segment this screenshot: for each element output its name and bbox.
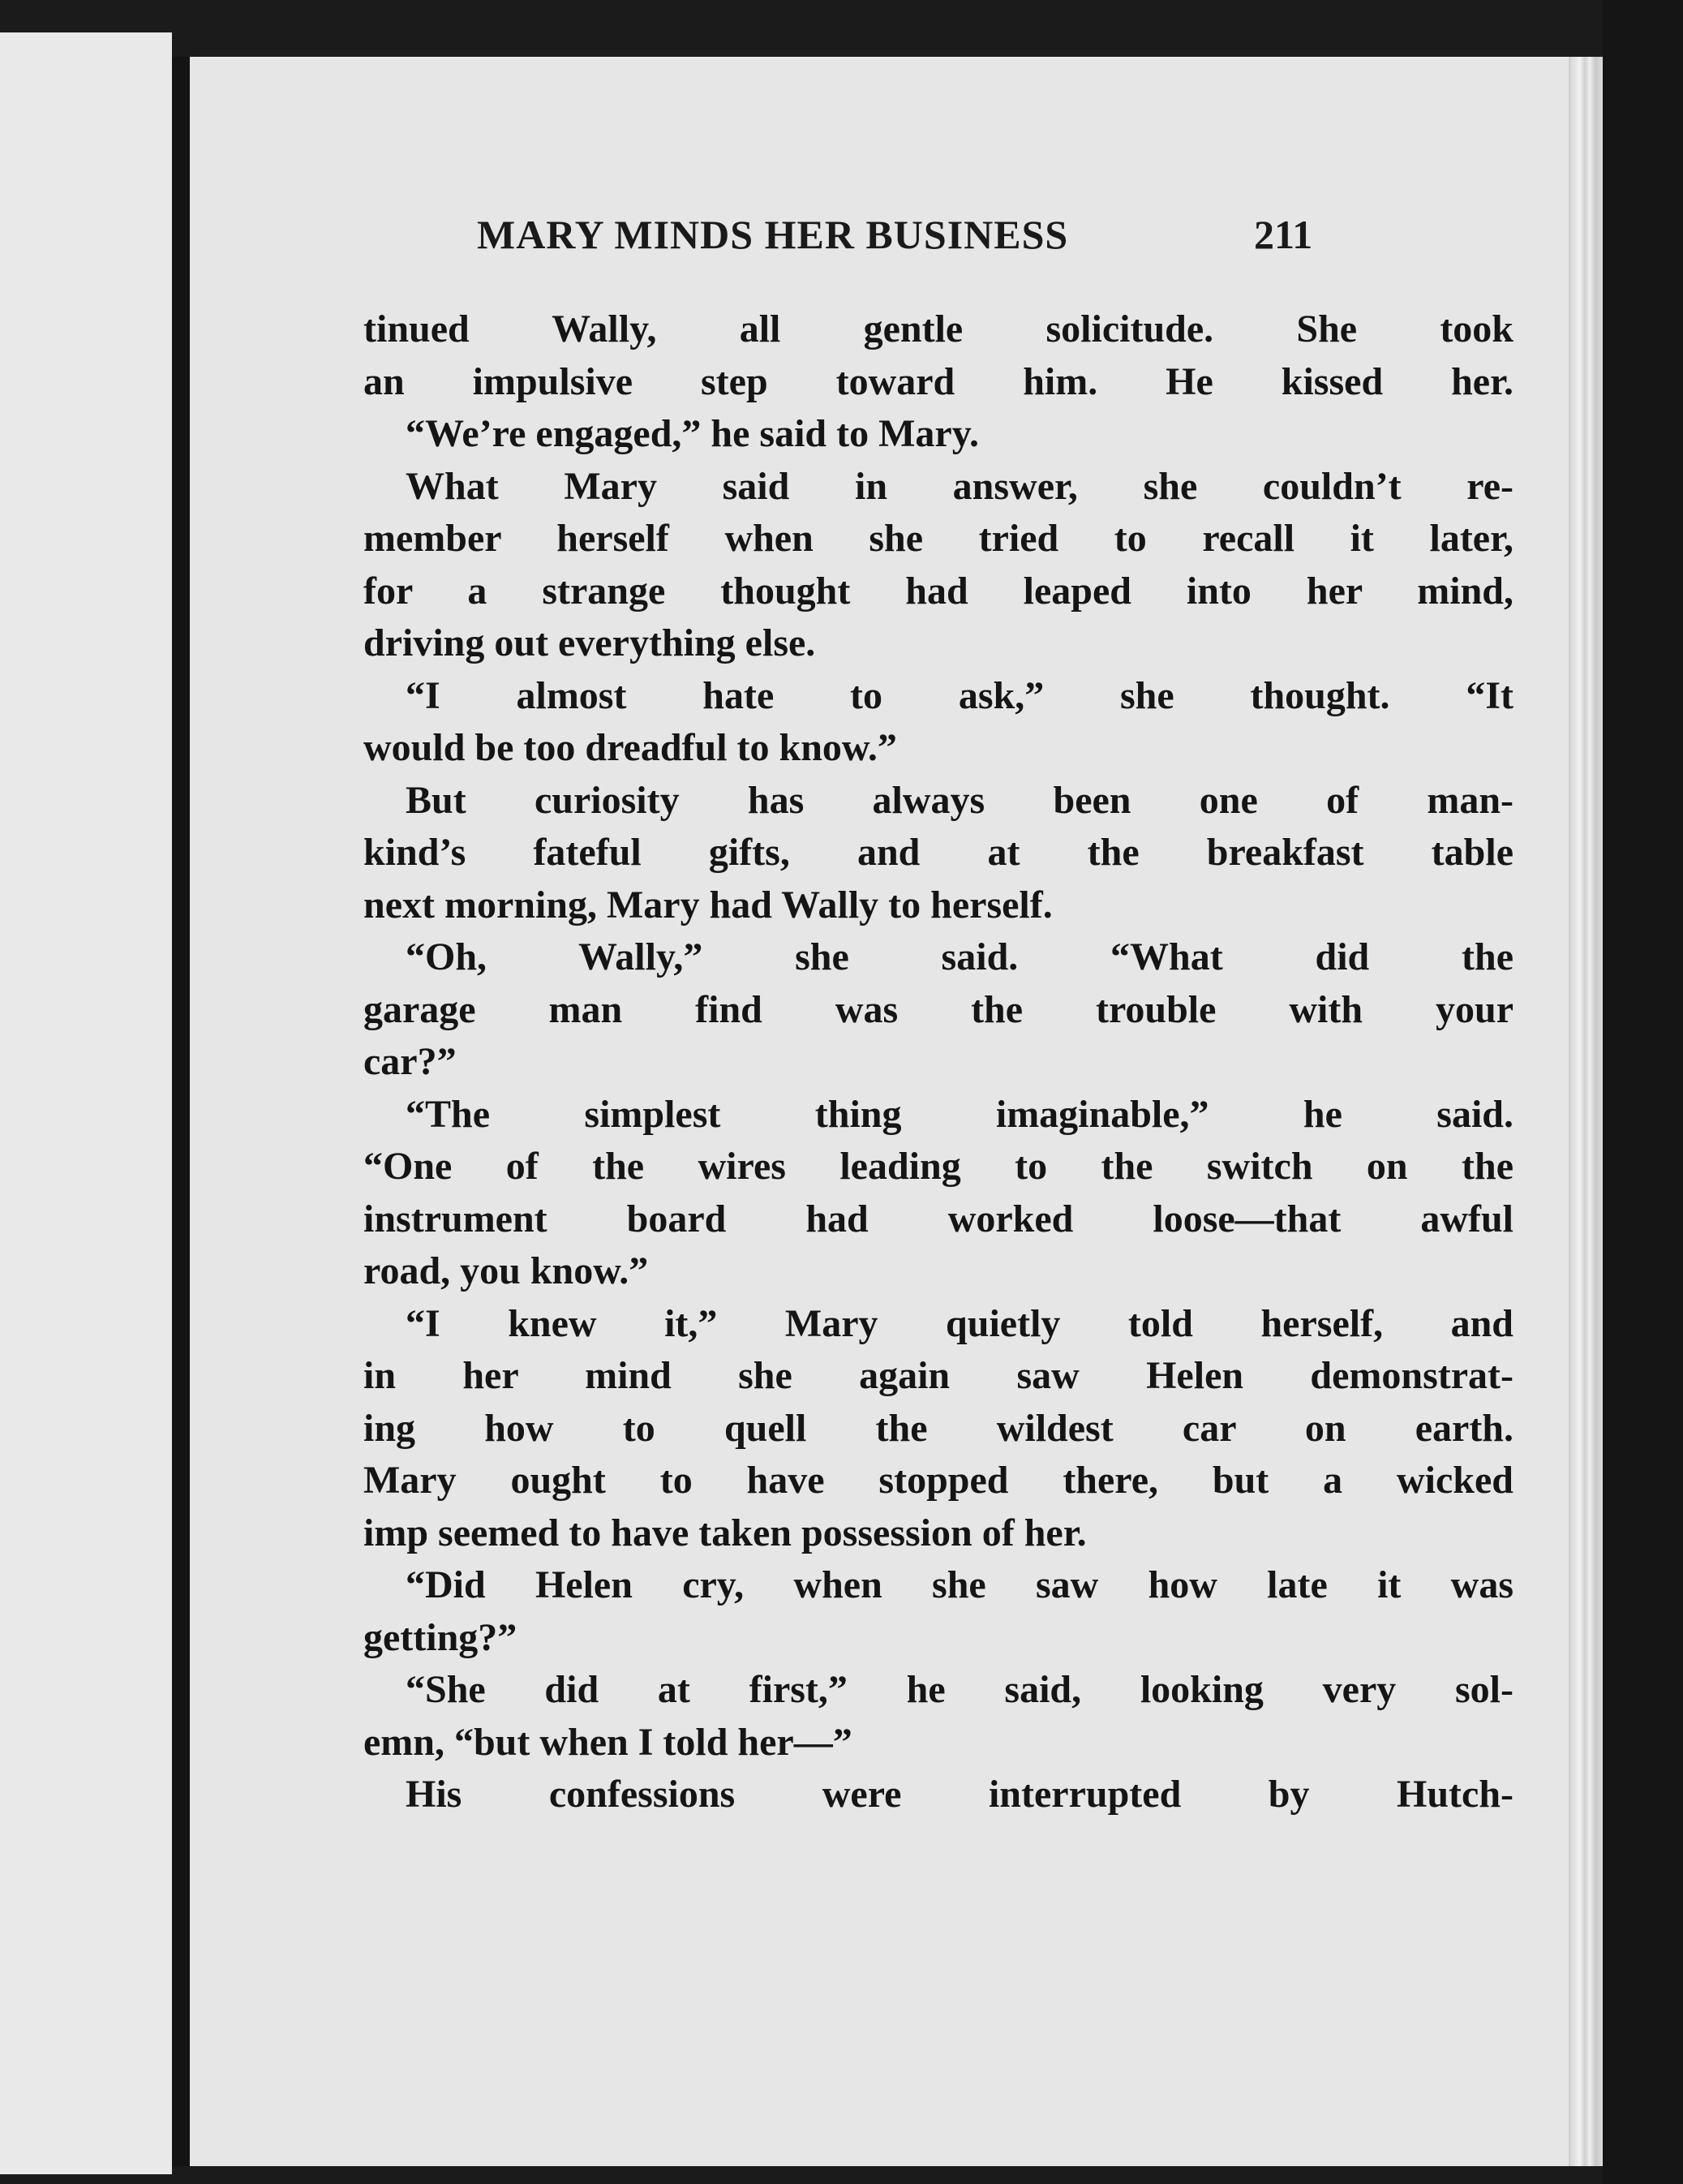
text-line: What Mary said in answer, she couldn’t re- xyxy=(406,464,1513,508)
text-line: kind’s fateful gifts, and at the breakfast table xyxy=(363,831,1513,874)
text-line: “We’re engaged,” he said to Mary. xyxy=(406,412,980,455)
page-number: 211 xyxy=(1254,212,1313,257)
text-line: instrument board had worked loose—that awful xyxy=(363,1197,1513,1240)
running-title: MARY MINDS HER BUSINESS xyxy=(477,212,1069,257)
text-line: would be too dreadful to know.” xyxy=(363,726,897,769)
scan-background xyxy=(1603,0,1683,2184)
text-line: member herself when she tried to recall it later, xyxy=(363,517,1513,560)
body-text xyxy=(363,303,1513,1821)
running-header xyxy=(190,211,1570,284)
text-line: tinued Wally, all gentle solicitude. She took xyxy=(363,307,1513,350)
text-line: “One of the wires leading to the switch on the xyxy=(363,1145,1513,1188)
text-line: ing how to quell the wildest car on earth. xyxy=(363,1406,1513,1450)
text-line: car?” xyxy=(363,1040,457,1083)
text-line: getting?” xyxy=(363,1615,517,1659)
text-line: “The simplest thing imaginable,” he said. xyxy=(406,1092,1513,1136)
text-line: for a strange thought had leaped into her mind, xyxy=(363,569,1513,613)
text-line: driving out everything else. xyxy=(363,621,816,664)
book-page xyxy=(190,57,1570,2166)
text-line: road, you know.” xyxy=(363,1249,649,1292)
text-line: “I almost hate to ask,” she thought. “It xyxy=(406,673,1513,717)
text-line: an impulsive step toward him. He kissed her. xyxy=(363,359,1513,403)
book-gutter xyxy=(172,57,190,2166)
text-line: “Oh, Wally,” she said. “What did the xyxy=(406,935,1513,978)
text-line: imp seemed to have taken possession of her. xyxy=(363,1511,1087,1554)
text-line: next morning, Mary had Wally to herself. xyxy=(363,883,1053,926)
text-line: in her mind she again saw Helen demonstrat- xyxy=(363,1354,1513,1397)
text-line: “She did at first,” he said, looking very sol- xyxy=(406,1668,1513,1711)
text-line: “I knew it,” Mary quietly told herself, and xyxy=(406,1301,1513,1345)
facing-page-edge xyxy=(0,32,172,2174)
page-stack-edge xyxy=(1570,57,1603,2166)
text-line: “Did Helen cry, when she saw how late it was xyxy=(406,1563,1513,1606)
text-line: But curiosity has always been one of man- xyxy=(406,778,1513,822)
text-line: His confessions were interrupted by Hutch- xyxy=(406,1773,1513,1816)
text-line: emn, “but when I told her—” xyxy=(363,1720,852,1764)
text-line: garage man find was the trouble with your xyxy=(363,987,1513,1031)
text-line: Mary ought to have stopped there, but a wicked xyxy=(363,1459,1513,1502)
